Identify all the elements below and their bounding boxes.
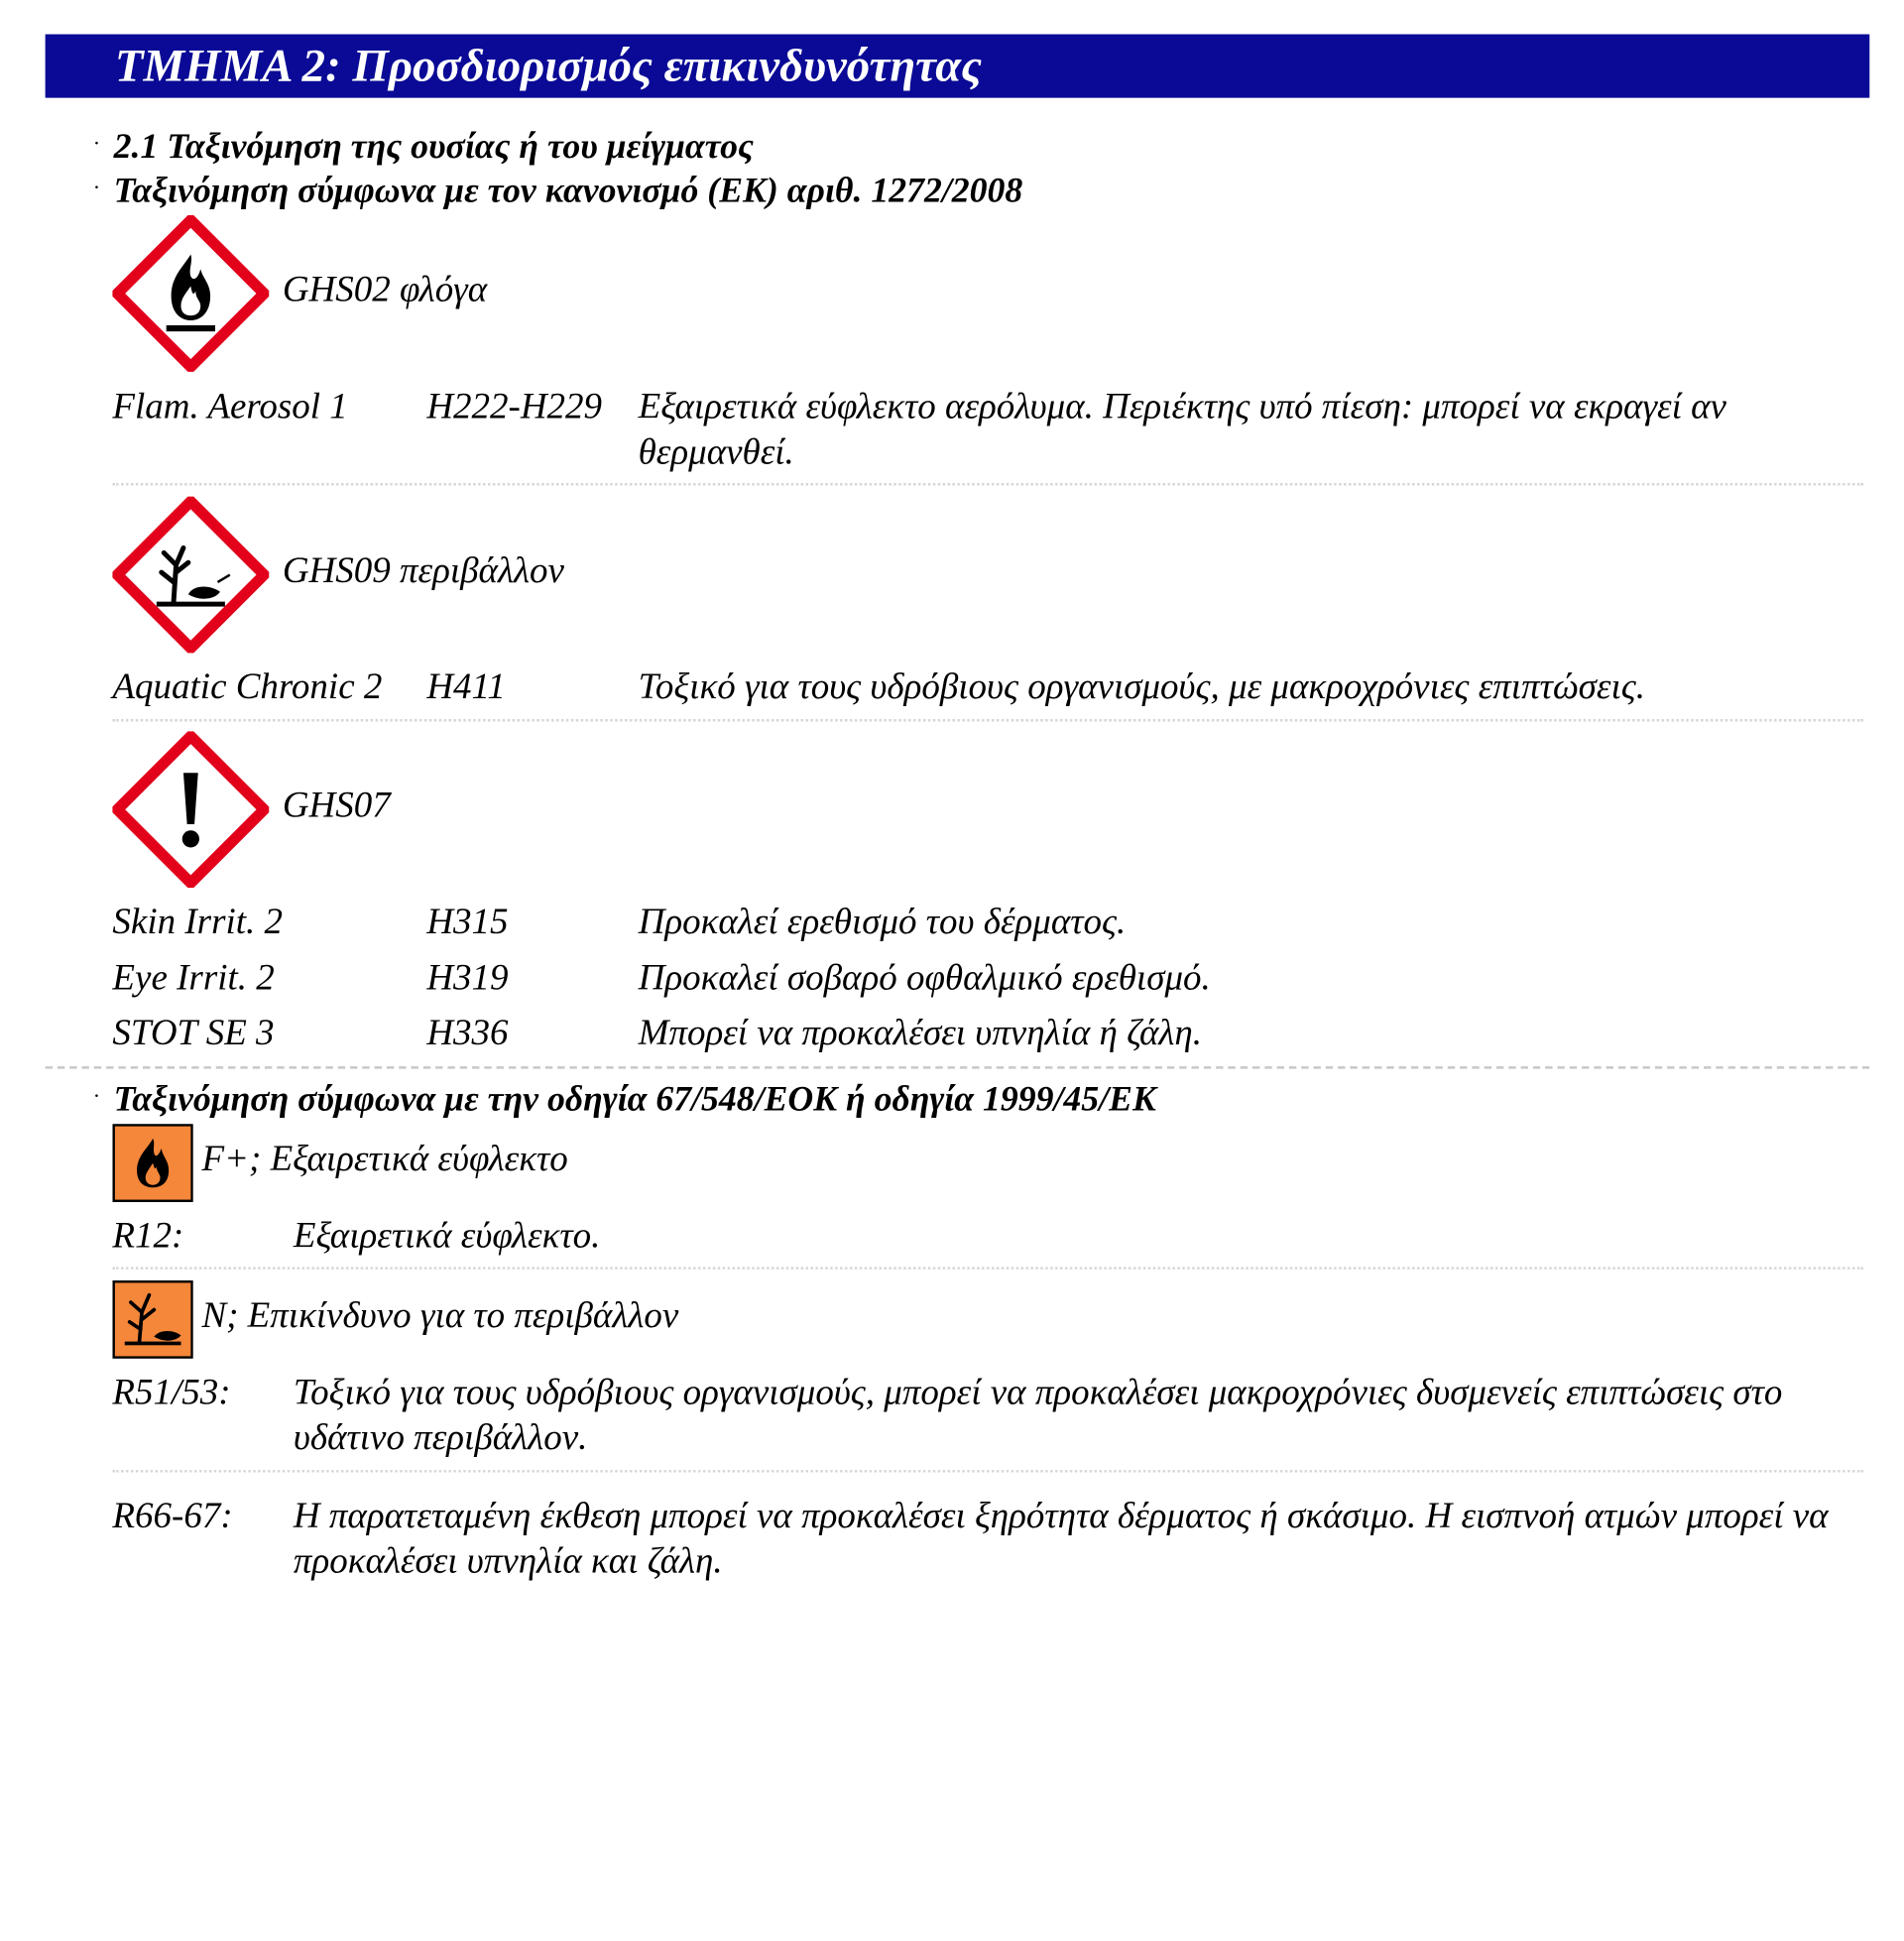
risk-text: Εξαιρετικά εύφλεκτο. [293, 1215, 601, 1257]
hazard-statement: Εξαιρετικά εύφλεκτο αερόλυμα. Περιέκτης υπό πίεση: μπορεί να εκραγεί αν θερμανθεί. [638, 386, 1726, 472]
hazard-statement: Τοξικό για τους υδρόβιους οργανισμούς, με μακροχρόνιες επιπτώσεις. [638, 666, 1646, 707]
dotted-separator [112, 483, 1863, 485]
dsd-f-plus-label: F+; Εξαιρετικά εύφλεκτο [201, 1138, 568, 1179]
hazard-class: STOT SE 3 [112, 1012, 275, 1053]
risk-code: R51/53: [112, 1372, 231, 1413]
dotted-separator [112, 719, 1863, 721]
hazard-statement: Μπορεί να προκαλέσει υπνηλία ή ζάλη. [638, 1012, 1203, 1053]
hazard-code: H319 [426, 957, 509, 999]
environment-icon [112, 497, 269, 660]
flame-icon [112, 215, 269, 378]
orange-environment-icon [112, 1280, 192, 1365]
dsd-n-label: N; Επικίνδυνο για το περιβάλλον [201, 1294, 679, 1336]
dashed-separator [46, 1066, 1870, 1068]
hazard-code: H336 [426, 1012, 509, 1053]
hazard-statement: Προκαλεί σοβαρό οφθαλμικό ερεθισμό. [638, 957, 1211, 999]
exclamation-mark-icon [112, 731, 269, 894]
dsd-heading: · Ταξινόμηση σύμφωνα με την οδηγία 67/548/ΕΟΚ ή οδηγία 1999/45/ΕΚ [92, 1079, 1156, 1120]
hazard-class: Flam. Aerosol 1 [112, 386, 348, 427]
clp-heading: · Ταξινόμηση σύμφωνα με τον κανονισμό (ΕΚ) αριθ. 1272/2008 [92, 171, 1023, 211]
dotted-separator [112, 1470, 1863, 1472]
subsection-heading: · 2.1 Ταξινόμηση της ουσίας ή του μείγματος [92, 127, 754, 167]
section-header [46, 35, 1870, 98]
hazard-class: Aquatic Chronic 2 [112, 666, 383, 707]
risk-code: R12: [112, 1215, 184, 1257]
hazard-class: Skin Irrit. 2 [112, 901, 284, 942]
ghs02-label: GHS02 φλόγα [282, 269, 488, 309]
risk-text: Τοξικό για τους υδρόβιους οργανισμούς, μπορεί να προκαλέσει μακροχρόνιες δυσμενείς επιπτώσεις στο υδάτινο περιβάλλον. [293, 1372, 1783, 1458]
dotted-separator [112, 1267, 1863, 1269]
hazard-class: Eye Irrit. 2 [112, 957, 275, 999]
ghs07-label: GHS07 [282, 785, 391, 826]
risk-code: R66-67: [112, 1495, 233, 1536]
hazard-code: H222-H229 [426, 386, 603, 427]
section-title: ΤΜΗΜΑ 2: Προσδιορισμός επικινδυνότητας [114, 40, 983, 92]
hazard-statement: Προκαλεί ερεθισμό του δέρματος. [638, 901, 1127, 942]
hazard-code: H411 [426, 666, 506, 707]
orange-flame-icon [112, 1124, 192, 1208]
hazard-code: H315 [426, 901, 509, 942]
risk-text: Η παρατεταμένη έκθεση μπορεί να προκαλέσει ξηρότητα δέρματος ή σκάσιμο. Η εισπνοή ατμών μπορεί να προκαλέσει υπνηλία και ζάλη. [293, 1495, 1829, 1582]
ghs09-label: GHS09 περιβάλλον [282, 549, 564, 591]
